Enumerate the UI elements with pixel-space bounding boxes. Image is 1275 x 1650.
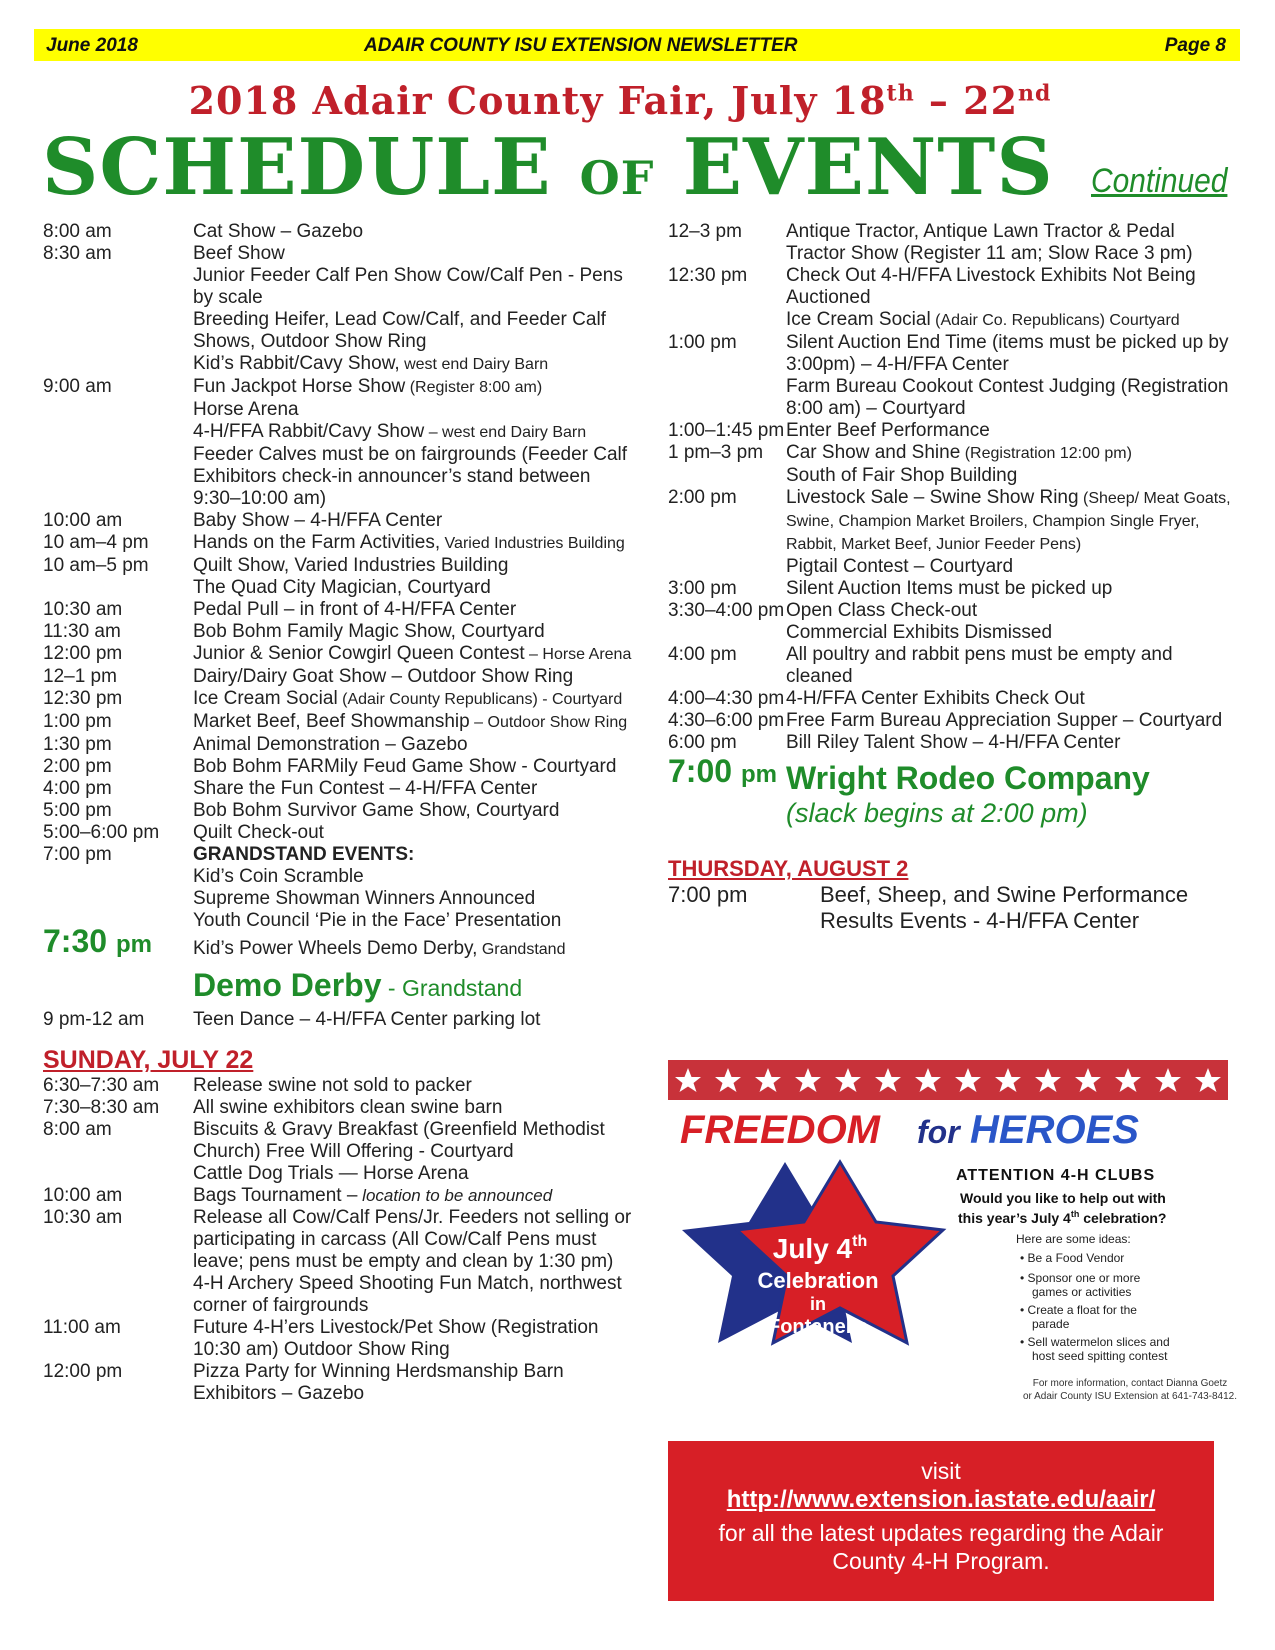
schedule-row xyxy=(668,732,1238,754)
visit-box xyxy=(668,1441,1214,1601)
event-description: Bags Tournament – location to be announced xyxy=(193,1185,553,1206)
schedule-row xyxy=(43,643,633,666)
newsletter-header xyxy=(34,29,1240,61)
schedule-row xyxy=(43,1185,633,1207)
event-description: Teen Dance – 4-H/FFA Center parking lot xyxy=(193,1009,541,1030)
event-description: 4-H/FFA Rabbit/Cavy Show – west end Dairy Barn xyxy=(193,421,587,442)
event-description: Future 4-H’ers Livestock/Pet Show (Registration 10:30 am) Outdoor Show Ring xyxy=(193,1317,599,1360)
event-description: Cattle Dog Trials — Horse Arena xyxy=(193,1163,469,1184)
svg-text:or Adair County ISU Extension: or Adair County ISU Extension at 641-743-8412. xyxy=(1022,1391,1238,1402)
schedule-title: SCHEDULE OF EVENTS xyxy=(42,122,1054,213)
schedule-row xyxy=(668,882,1238,934)
schedule-row xyxy=(43,1207,633,1273)
event-time: 4:00 pm xyxy=(668,644,737,665)
event-time: 7:00 pm xyxy=(43,844,112,865)
schedule-row xyxy=(43,555,633,577)
heroes-word: HEROES xyxy=(970,1108,1139,1152)
event-description: Youth Council ‘Pie in the Face’ Presentation xyxy=(193,910,562,931)
event-description: Bob Bohm Family Magic Show, Courtyard xyxy=(193,621,545,642)
event-time: 1:30 pm xyxy=(43,734,112,755)
event-time: 8:00 am xyxy=(43,1119,112,1140)
svg-text:• Be a Food Vendor: • Be a Food Vendor xyxy=(1020,1251,1125,1265)
event-description: Livestock Sale – Swine Show Ring (Sheep/ Meat Goats, Swine, Champion Market Broilers, Champion Single Fryer, Rabbit, Market Beef, Junior Feeder Pens) xyxy=(786,487,1231,553)
event-time: 8:00 am xyxy=(43,221,112,242)
event-description: Baby Show – 4-H/FFA Center xyxy=(193,510,443,531)
schedule-row xyxy=(43,666,633,688)
event-time: 6:30–7:30 am xyxy=(43,1075,160,1096)
event-description: Ice Cream Social (Adair County Republicans) - Courtyard xyxy=(193,688,623,709)
schedule-row xyxy=(43,778,633,800)
event-time: 3:00 pm xyxy=(668,578,737,599)
event-description: Kid’s Rabbit/Cavy Show, west end Dairy Barn xyxy=(193,353,549,374)
event-time: 10 am–4 pm xyxy=(43,532,149,553)
svg-text:Would you like to help out wit: Would you like to help out with xyxy=(960,1190,1166,1206)
schedule-row xyxy=(43,888,633,910)
schedule-row xyxy=(43,711,633,734)
left-schedule-column xyxy=(43,221,633,1405)
extension-link[interactable]: http://www.extension.iastate.edu/aair/ xyxy=(726,1486,1156,1513)
event-description: Animal Demonstration – Gazebo xyxy=(193,734,468,755)
event-time: 5:00 pm xyxy=(43,800,112,821)
svg-text:Here are some ideas:: Here are some ideas: xyxy=(1016,1232,1131,1246)
visit-description: for all the latest updates regarding the Adair County 4-H Program. xyxy=(718,1520,1164,1574)
event-time: 8:30 am xyxy=(43,243,112,264)
right-schedule-column xyxy=(668,221,1238,934)
freedom-word: FREEDOM xyxy=(680,1108,880,1152)
demo-derby-row xyxy=(43,923,633,1009)
event-description: GRANDSTAND EVENTS: xyxy=(193,844,415,865)
event-time: 1 pm–3 pm xyxy=(668,442,764,463)
svg-text:• Create a float for the: • Create a float for the xyxy=(1020,1303,1137,1317)
event-description: Check Out 4-H/FFA Livestock Exhibits Not Being Auctioned xyxy=(786,265,1196,308)
event-time: 12:00 pm xyxy=(43,643,123,664)
event-description: Silent Auction Items must be picked up xyxy=(786,578,1113,599)
schedule-row xyxy=(668,332,1238,376)
schedule-row xyxy=(43,353,633,376)
event-time: 12:30 pm xyxy=(668,265,748,286)
event-description: Car Show and Shine (Registration 12:00 pm) South of Fair Shop Building xyxy=(786,442,1132,486)
event-time: 4:00 pm xyxy=(43,778,112,799)
svg-text:• Sell watermelon slices and: • Sell watermelon slices and xyxy=(1020,1335,1170,1349)
schedule-row xyxy=(43,577,633,599)
svg-text:host seed spitting contest: host seed spitting contest xyxy=(1032,1349,1168,1363)
fair-title: 2018 Adair County Fair, July 18th – 22nd xyxy=(188,78,1052,123)
schedule-row xyxy=(668,710,1238,732)
event-description: Horse Arena xyxy=(193,399,299,420)
event-description: Commercial Exhibits Dismissed xyxy=(786,622,1053,643)
highlight-time: 7:30 pm xyxy=(43,923,152,959)
schedule-row xyxy=(43,1317,633,1361)
event-time: 12–3 pm xyxy=(668,221,742,242)
event-description: Pedal Pull – in front of 4-H/FFA Center xyxy=(193,599,517,620)
event-time: 4:30–6:00 pm xyxy=(668,710,785,731)
schedule-row xyxy=(43,910,633,932)
event-description: Ice Cream Social (Adair Co. Republicans) Courtyard xyxy=(786,309,1180,330)
event-description: Junior Feeder Calf Pen Show Cow/Calf Pen - Pens by scale xyxy=(193,265,623,308)
demo-derby-heading: Demo Derby - Grandstand xyxy=(193,967,523,1003)
schedule-row xyxy=(43,1097,633,1119)
event-description: Hands on the Farm Activities, Varied Industries Building xyxy=(193,532,625,553)
event-time: 10 am–5 pm xyxy=(43,555,149,576)
svg-text:in: in xyxy=(810,1294,826,1314)
header-date: June 2018 xyxy=(46,35,138,56)
event-description: Pigtail Contest – Courtyard xyxy=(786,556,1014,577)
event-time: 12:30 pm xyxy=(43,688,123,709)
schedule-row xyxy=(668,221,1238,265)
event-description: Bob Bohm Survivor Game Show, Courtyard xyxy=(193,800,560,821)
schedule-row xyxy=(668,578,1238,600)
ad-graphic xyxy=(660,1058,1240,1413)
schedule-row xyxy=(43,309,633,353)
attention-heading: ATTENTION 4-H CLUBS xyxy=(956,1167,1156,1184)
event-description: 4-H Archery Speed Shooting Fun Match, northwest corner of fairgrounds xyxy=(193,1273,622,1316)
schedule-row xyxy=(668,265,1238,309)
event-time: 10:00 am xyxy=(43,1185,123,1206)
event-description: Feeder Calves must be on fairgrounds (Feeder Calf Exhibitors check-in announcer’s stand between 9:30–10:00 am) xyxy=(193,444,628,509)
schedule-row xyxy=(43,1009,633,1031)
schedule-row xyxy=(43,734,633,756)
rodeo-subtitle: (slack begins at 2:00 pm) xyxy=(786,798,1088,828)
schedule-row xyxy=(43,1075,633,1097)
schedule-row xyxy=(43,844,633,866)
event-description: Beef, Sheep, and Swine Performance Results Events - 4-H/FFA Center xyxy=(820,882,1189,933)
event-description: Farm Bureau Cookout Contest Judging (Registration 8:00 am) – Courtyard xyxy=(786,376,1229,419)
header-title: ADAIR COUNTY ISU EXTENSION NEWSLETTER xyxy=(364,35,798,56)
event-description: All poultry and rabbit pens must be empty and cleaned xyxy=(786,644,1173,687)
event-description: Cat Show – Gazebo xyxy=(193,221,364,242)
event-time: 10:30 am xyxy=(43,599,123,620)
event-description: Release swine not sold to packer xyxy=(193,1075,472,1096)
svg-text:July 4th: July 4th xyxy=(772,1233,868,1264)
schedule-row xyxy=(43,1273,633,1317)
event-time: 12–1 pm xyxy=(43,666,117,687)
visit-label: visit xyxy=(921,1458,961,1484)
event-description: Enter Beef Performance xyxy=(786,420,990,441)
event-description: Antique Tractor, Antique Lawn Tractor & Pedal Tractor Show (Register 11 am; Slow Race 3 pm) xyxy=(786,221,1193,264)
schedule-row xyxy=(43,822,633,844)
event-description: Kid’s Coin Scramble xyxy=(193,866,364,887)
event-description: Market Beef, Beef Showmanship – Outdoor Show Ring xyxy=(193,711,628,732)
event-time: 10:00 am xyxy=(43,510,123,531)
event-time: 6:00 pm xyxy=(668,732,737,753)
event-time: 11:00 am xyxy=(43,1317,121,1338)
rodeo-title: Wright Rodeo Company xyxy=(786,760,1150,796)
schedule-row xyxy=(43,1163,633,1185)
schedule-row xyxy=(43,444,633,510)
event-description: Beef Show xyxy=(193,243,285,264)
star-text xyxy=(757,1233,878,1338)
event-description: Supreme Showman Winners Announced xyxy=(193,888,536,909)
highlight-desc: Kid’s Power Wheels Demo Derby, Grandstand xyxy=(193,938,566,959)
schedule-row xyxy=(43,421,633,444)
event-time: 10:30 am xyxy=(43,1207,123,1228)
event-time: 1:00–1:45 pm xyxy=(668,420,785,441)
event-time: 2:00 pm xyxy=(668,487,737,508)
event-time: 1:00 pm xyxy=(668,332,737,353)
event-description: Silent Auction End Time (items must be picked up by 3:00pm) – 4-H/FFA Center xyxy=(786,332,1229,375)
event-time: 5:00–6:00 pm xyxy=(43,822,160,843)
schedule-row xyxy=(668,622,1238,644)
schedule-row xyxy=(43,221,633,243)
sunday-heading: SUNDAY, JULY 22 xyxy=(43,1046,254,1074)
svg-text:For more information, contact: For more information, contact Dianna Goetz xyxy=(1032,1378,1228,1389)
event-time: 12:00 pm xyxy=(43,1361,123,1382)
event-time: 4:00–4:30 pm xyxy=(668,688,785,709)
schedule-row xyxy=(43,1361,633,1405)
rodeo-row xyxy=(668,753,1238,830)
schedule-row xyxy=(668,442,1238,487)
schedule-row xyxy=(43,800,633,822)
event-description: Junior & Senior Cowgirl Queen Contest – Horse Arena xyxy=(193,643,632,664)
event-description: Breeding Heifer, Lead Cow/Calf, and Feeder Calf Shows, Outdoor Show Ring xyxy=(193,309,606,352)
schedule-row xyxy=(43,532,633,555)
stars-banner xyxy=(668,1060,1228,1100)
svg-text:games or activities: games or activities xyxy=(1032,1285,1132,1299)
event-time: 3:30–4:00 pm xyxy=(668,600,785,621)
event-description: Bill Riley Talent Show – 4-H/FFA Center xyxy=(786,732,1121,753)
for-word: for xyxy=(917,1114,960,1150)
header-page: Page 8 xyxy=(1164,35,1226,56)
schedule-row xyxy=(43,688,633,711)
event-description: Pizza Party for Winning Herdsmanship Barn Exhibitors – Gazebo xyxy=(193,1361,564,1404)
schedule-row xyxy=(43,510,633,532)
event-description: Share the Fun Contest – 4-H/FFA Center xyxy=(193,778,538,799)
freedom-for-heroes-ad xyxy=(660,1058,1240,1413)
rodeo-time: 7:00 pm xyxy=(668,753,777,789)
ideas-list xyxy=(1020,1251,1170,1363)
event-time: 11:30 am xyxy=(43,621,121,642)
event-time: 2:00 pm xyxy=(43,756,112,777)
event-time: 9 pm-12 am xyxy=(43,1009,145,1030)
event-description: The Quad City Magician, Courtyard xyxy=(193,577,491,598)
schedule-row xyxy=(668,644,1238,688)
schedule-row xyxy=(43,756,633,778)
svg-text:Celebration: Celebration xyxy=(757,1268,879,1293)
continued-label: Continued xyxy=(1091,162,1228,200)
event-description: Fun Jackpot Horse Show (Register 8:00 am) xyxy=(193,376,543,397)
event-description: Free Farm Bureau Appreciation Supper – Courtyard xyxy=(786,710,1223,731)
schedule-row xyxy=(668,376,1238,420)
schedule-row xyxy=(43,621,633,643)
schedule-row xyxy=(43,243,633,265)
schedule-row xyxy=(43,866,633,888)
schedule-row xyxy=(43,376,633,399)
event-description: Quilt Show, Varied Industries Building xyxy=(193,555,509,576)
event-time: 9:00 am xyxy=(43,376,112,397)
schedule-row xyxy=(43,399,633,421)
event-description: 4-H/FFA Center Exhibits Check Out xyxy=(786,688,1085,709)
schedule-row xyxy=(668,688,1238,710)
event-time: 7:00 pm xyxy=(668,882,748,907)
svg-text:this year’s July 4th celebrati: this year’s July 4th celebration? xyxy=(958,1209,1167,1226)
event-description: Bob Bohm FARMily Feud Game Show - Courtyard xyxy=(193,756,617,777)
event-description: Open Class Check-out xyxy=(786,600,978,621)
schedule-row xyxy=(668,420,1238,442)
event-time: 7:30–8:30 am xyxy=(43,1097,160,1118)
svg-text:• Sponsor one or more: • Sponsor one or more xyxy=(1020,1271,1141,1285)
svg-text:parade: parade xyxy=(1032,1317,1070,1331)
schedule-row xyxy=(668,487,1238,556)
schedule-row xyxy=(668,600,1238,622)
schedule-row xyxy=(668,556,1238,578)
thursday-heading: THURSDAY, AUGUST 2 xyxy=(668,856,909,881)
schedule-row xyxy=(43,599,633,621)
svg-text:Fontanelle: Fontanelle xyxy=(767,1316,869,1338)
schedule-row xyxy=(43,1119,633,1163)
schedule-row xyxy=(668,309,1238,332)
event-description: Release all Cow/Calf Pens/Jr. Feeders not selling or participating in carcass (All Cow/Calf Pens must leave; pens must be empty and clean by 1:30 pm) xyxy=(193,1207,632,1272)
schedule-row xyxy=(43,265,633,309)
event-time: 1:00 pm xyxy=(43,711,112,732)
event-description: Biscuits & Gravy Breakfast (Greenfield Methodist Church) Free Will Offering - Courtyard xyxy=(193,1119,605,1162)
event-description: All swine exhibitors clean swine barn xyxy=(193,1097,503,1118)
event-description: Quilt Check-out xyxy=(193,822,324,843)
event-description: Dairy/Dairy Goat Show – Outdoor Show Ring xyxy=(193,666,574,687)
